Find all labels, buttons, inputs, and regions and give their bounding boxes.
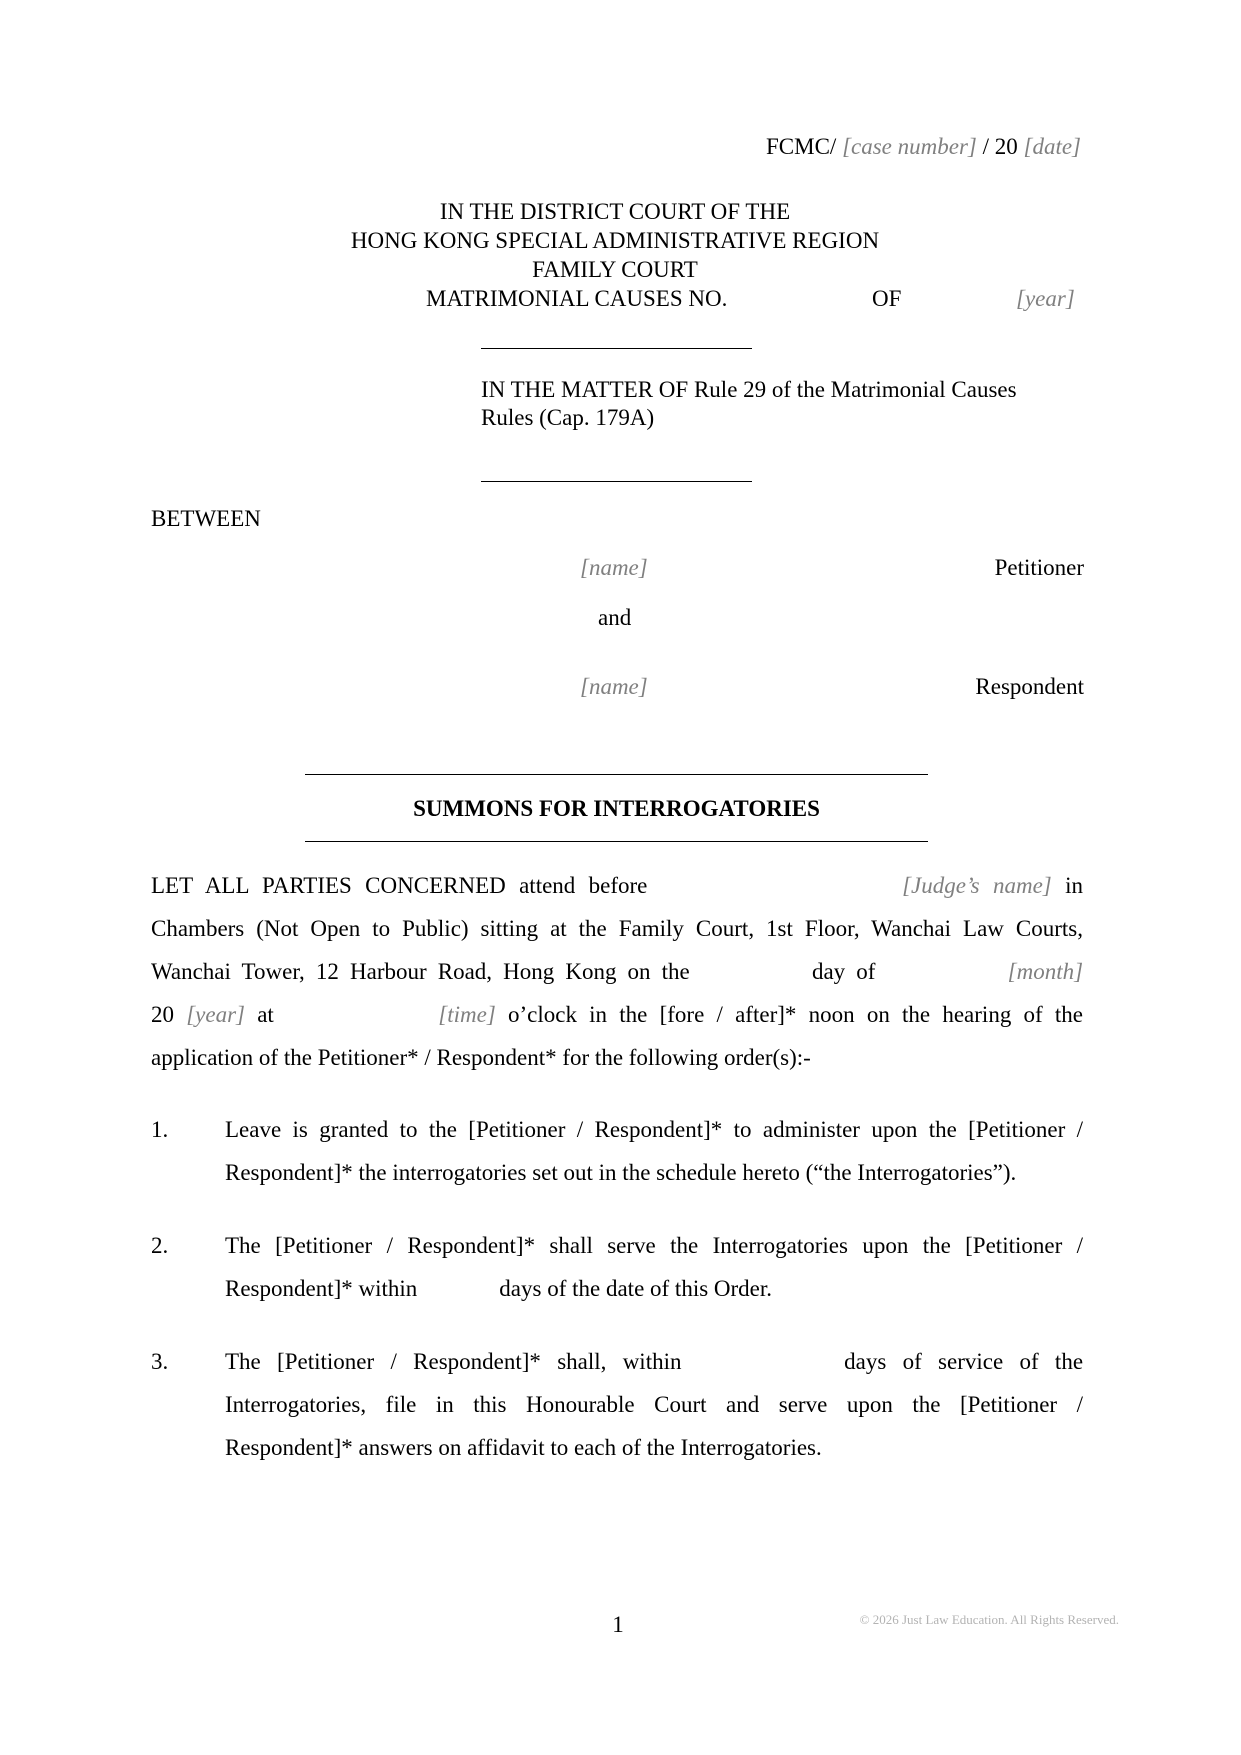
case-reference [766, 134, 1081, 160]
order-2-number: 2. [151, 1233, 169, 1258]
court-heading-line1: IN THE DISTRICT COURT OF THE [439, 199, 791, 224]
order-3-number: 3. [151, 1349, 169, 1374]
court-heading-line2: HONG KONG SPECIAL ADMINISTRATIVE REGION [350, 228, 880, 253]
order-1-number: 1. [151, 1117, 169, 1142]
divider-top-short [481, 348, 752, 349]
intro-line-3: Wanchai Tower, 12 Harbour Road, Hong Kong on the day of [month] [151, 959, 1084, 984]
title-rule-top [305, 774, 928, 775]
matrimonial-causes-of: OF [872, 286, 902, 311]
petitioner-label: Petitioner [994, 555, 1084, 580]
order-2-line-1: The [Petitioner / Respondent]* shall serve the Interrogatories upon the [Petitioner / [225, 1233, 1083, 1258]
case-ref-slash: / 20 [982, 134, 1018, 159]
respondent-name-placeholder: [name] [580, 674, 648, 699]
time-placeholder: [time] [438, 1002, 496, 1027]
order-2-line-2: Respondent]* within days of the date of this Order. [225, 1276, 773, 1301]
court-heading-line3: FAMILY COURT [532, 257, 698, 282]
copyright-notice: © 2026 Just Law Education. All Rights Reserved. [859, 1612, 1119, 1627]
and-label: and [598, 605, 632, 630]
intro-line-2: Chambers (Not Open to Public) sitting at the Family Court, 1st Floor, Wanchai Law Courts, [151, 916, 1083, 941]
intro-line-1: LET ALL PARTIES CONCERNED attend before [Judge’s name] in [151, 873, 1083, 898]
intro-line-5: application of the Petitioner* / Respondent* for the following order(s):- [151, 1045, 811, 1070]
between-label: BETWEEN [151, 506, 261, 531]
matter-line2: Rules (Cap. 179A) [481, 405, 655, 430]
year-placeholder: [year] [186, 1002, 245, 1027]
intro-line-4: 20 [year] at [time] o’clock in the [fore / after]* noon on the hearing of the [151, 1002, 1084, 1027]
order-1-line-1: Leave is granted to the [Petitioner / Respondent]* to administer upon the [Petitioner / [225, 1117, 1083, 1142]
page-number: 1 [612, 1612, 624, 1637]
case-ref-prefix: FCMC/ [765, 134, 837, 159]
month-placeholder: [month] [1007, 959, 1084, 984]
case-number-placeholder: [case number] [842, 134, 977, 159]
title-rule-bottom [305, 841, 928, 842]
matrimonial-causes-label: MATRIMONIAL CAUSES NO. [426, 286, 728, 311]
divider-second-short [481, 481, 752, 482]
judge-name-placeholder: [Judge’s name] [902, 873, 1052, 898]
respondent-label: Respondent [975, 674, 1084, 699]
order-1-line-2: Respondent]* the interrogatories set out in the schedule hereto (“the Interrogatories”). [225, 1160, 1017, 1185]
order-3-line-3: Respondent]* answers on affidavit to each of the Interrogatories. [225, 1435, 822, 1460]
document-title: SUMMONS FOR INTERROGATORIES [413, 796, 820, 821]
matter-line1: IN THE MATTER OF Rule 29 of the Matrimonial Causes [481, 377, 1017, 402]
petitioner-name-placeholder: [name] [580, 555, 648, 580]
matrimonial-causes-year: [year] [1016, 286, 1075, 311]
order-3-line-1: The [Petitioner / Respondent]* shall, within days of service of the [225, 1349, 1084, 1374]
order-3-line-2: Interrogatories, file in this Honourable Court and serve upon the [Petitioner / [225, 1392, 1083, 1417]
case-date-placeholder: [date] [1023, 134, 1081, 159]
